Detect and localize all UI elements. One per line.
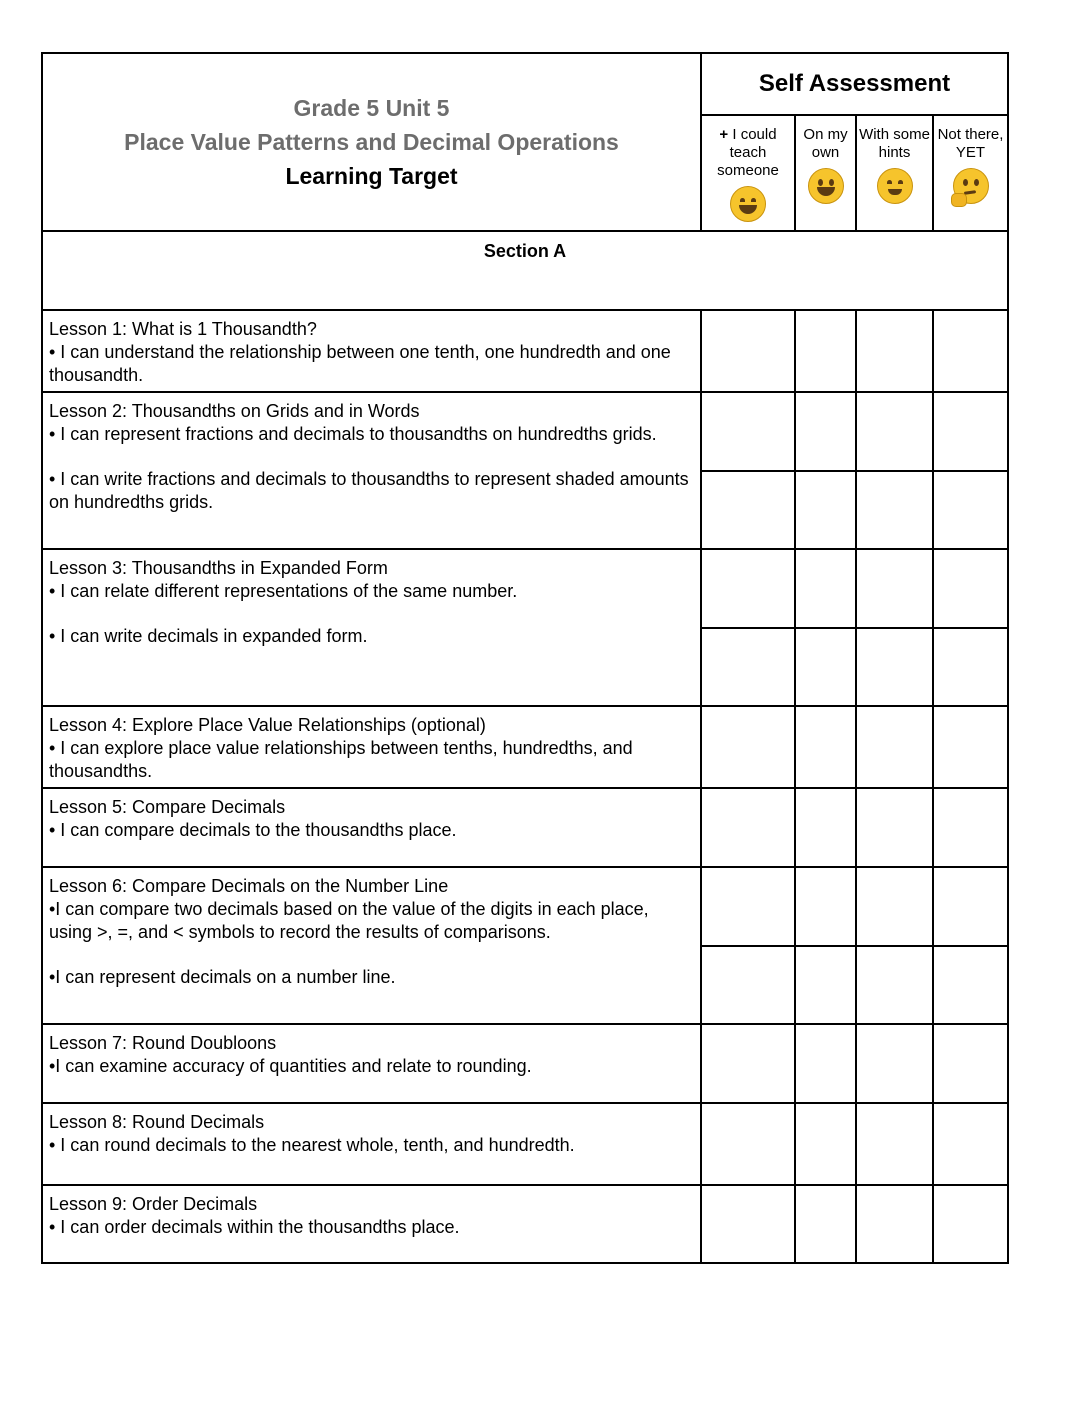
title-block	[42, 53, 701, 231]
rating-box[interactable]	[795, 867, 856, 946]
lesson-row	[42, 392, 1008, 471]
lesson-title: Lesson 3: Thousandths in Expanded Form	[49, 558, 388, 578]
lesson-row	[42, 706, 1008, 788]
lesson-row	[42, 1103, 1008, 1185]
learning-target-table	[41, 52, 1009, 1264]
rating-box[interactable]	[933, 1024, 1008, 1103]
rating-box[interactable]	[933, 867, 1008, 946]
rating-box[interactable]	[795, 471, 856, 549]
rating-box[interactable]	[701, 1024, 795, 1103]
rating-box[interactable]	[856, 946, 933, 1024]
rating-box[interactable]	[933, 549, 1008, 628]
lesson-cell	[42, 706, 701, 788]
grade-unit-title: Grade 5 Unit 5	[293, 95, 450, 121]
lesson-row	[42, 1024, 1008, 1103]
rating-box[interactable]	[795, 946, 856, 1024]
rating-box[interactable]	[856, 310, 933, 392]
rating-box[interactable]	[856, 1103, 933, 1185]
learning-target-text: • I can explore place value relationships between tenths, hundredths, and thousandths.	[49, 738, 633, 781]
lesson-cell	[42, 788, 701, 867]
rating-box[interactable]	[701, 788, 795, 867]
rating-box[interactable]	[795, 1103, 856, 1185]
rating-box[interactable]	[795, 1185, 856, 1263]
learning-target-text: •I can examine accuracy of quantities and relate to rounding.	[49, 1056, 532, 1076]
lesson-title: Lesson 6: Compare Decimals on the Number Line	[49, 876, 449, 896]
rating-box[interactable]	[933, 706, 1008, 788]
learning-target-text: • I can round decimals to the nearest whole, tenth, and hundredth.	[49, 1135, 575, 1155]
grinning-squinting-face-icon	[730, 186, 766, 222]
lesson-title: Lesson 5: Compare Decimals	[49, 797, 286, 817]
lesson-row	[42, 549, 1008, 628]
rating-box[interactable]	[701, 1185, 795, 1263]
rating-box[interactable]	[701, 392, 795, 471]
rating-box[interactable]	[856, 1024, 933, 1103]
lesson-cell	[42, 549, 701, 706]
rating-box[interactable]	[933, 628, 1008, 706]
thinking-face-icon	[953, 168, 989, 204]
col-teach-someone	[701, 115, 795, 231]
rating-box[interactable]	[933, 946, 1008, 1024]
rating-box[interactable]	[856, 549, 933, 628]
lesson-title: Lesson 8: Round Decimals	[49, 1112, 265, 1132]
col-label: + I could teach someone	[717, 126, 779, 179]
rating-box[interactable]	[701, 1103, 795, 1185]
rating-box[interactable]	[701, 628, 795, 706]
rating-box[interactable]	[933, 1185, 1008, 1263]
self-assessment-heading: Self Assessment	[701, 53, 1008, 115]
learning-target-text: •I can compare two decimals based on the value of the digits in each place, using >, =, and < symbols to record the results of comparisons.	[49, 899, 649, 942]
rating-box[interactable]	[701, 549, 795, 628]
rating-box[interactable]	[933, 1103, 1008, 1185]
rating-box[interactable]	[933, 788, 1008, 867]
rating-box[interactable]	[933, 310, 1008, 392]
lesson-cell	[42, 392, 701, 549]
rating-box[interactable]	[795, 1024, 856, 1103]
lesson-row	[42, 1185, 1008, 1263]
rating-box[interactable]	[795, 628, 856, 706]
rating-box[interactable]	[933, 471, 1008, 549]
lesson-title: Lesson 4: Explore Place Value Relationships (optional)	[49, 715, 486, 735]
learning-target-text: • I can relate different representations of the same number.	[49, 581, 518, 601]
rating-box[interactable]	[856, 867, 933, 946]
learning-target-text: • I can represent fractions and decimals to thousandths on hundredths grids.	[49, 424, 657, 444]
rating-box[interactable]	[701, 946, 795, 1024]
grinning-face-icon	[808, 168, 844, 204]
learning-target-heading: Learning Target	[285, 163, 458, 189]
col-label: Not there, YET	[937, 126, 1004, 161]
rating-box[interactable]	[795, 549, 856, 628]
rating-box[interactable]	[856, 628, 933, 706]
learning-target-text: •I can represent decimals on a number line.	[49, 967, 396, 987]
rating-box[interactable]	[701, 310, 795, 392]
rating-box[interactable]	[795, 310, 856, 392]
rating-box[interactable]	[701, 471, 795, 549]
lesson-row	[42, 310, 1008, 392]
lesson-cell	[42, 1185, 701, 1263]
section-heading: Section A	[42, 231, 1008, 310]
col-with-some-hints	[856, 115, 933, 231]
unit-name-title: Place Value Patterns and Decimal Operations	[124, 129, 619, 155]
learning-target-text: • I can write decimals in expanded form.	[49, 626, 368, 646]
lesson-cell	[42, 1103, 701, 1185]
lesson-title: Lesson 2: Thousandths on Grids and in Words	[49, 401, 420, 421]
col-label: On my own	[803, 126, 848, 161]
lesson-cell	[42, 1024, 701, 1103]
learning-target-text: • I can compare decimals to the thousandths place.	[49, 820, 457, 840]
lesson-title: Lesson 9: Order Decimals	[49, 1194, 258, 1214]
rating-box[interactable]	[856, 788, 933, 867]
rating-box[interactable]	[856, 392, 933, 471]
rating-box[interactable]	[701, 706, 795, 788]
col-label: With some hints	[859, 126, 930, 161]
rating-box[interactable]	[933, 392, 1008, 471]
rating-box[interactable]	[795, 392, 856, 471]
rating-box[interactable]	[856, 471, 933, 549]
rating-box[interactable]	[795, 706, 856, 788]
col-not-there-yet	[933, 115, 1008, 231]
learning-target-text: • I can understand the relationship between one tenth, one hundredth and one thousandth.	[49, 342, 671, 385]
lesson-cell	[42, 867, 701, 1024]
lesson-row	[42, 867, 1008, 946]
rating-box[interactable]	[701, 867, 795, 946]
rating-box[interactable]	[856, 706, 933, 788]
col-on-my-own	[795, 115, 856, 231]
lesson-row	[42, 788, 1008, 867]
rating-box[interactable]	[856, 1185, 933, 1263]
lesson-title: Lesson 1: What is 1 Thousandth?	[49, 319, 317, 339]
smiling-face-icon	[877, 168, 913, 204]
learning-target-text: • I can write fractions and decimals to thousandths to represent shaded amounts on hundredths grids.	[49, 469, 689, 512]
rating-box[interactable]	[795, 788, 856, 867]
lesson-cell	[42, 310, 701, 392]
learning-target-text: • I can order decimals within the thousandths place.	[49, 1217, 460, 1237]
lesson-title: Lesson 7: Round Doubloons	[49, 1033, 277, 1053]
